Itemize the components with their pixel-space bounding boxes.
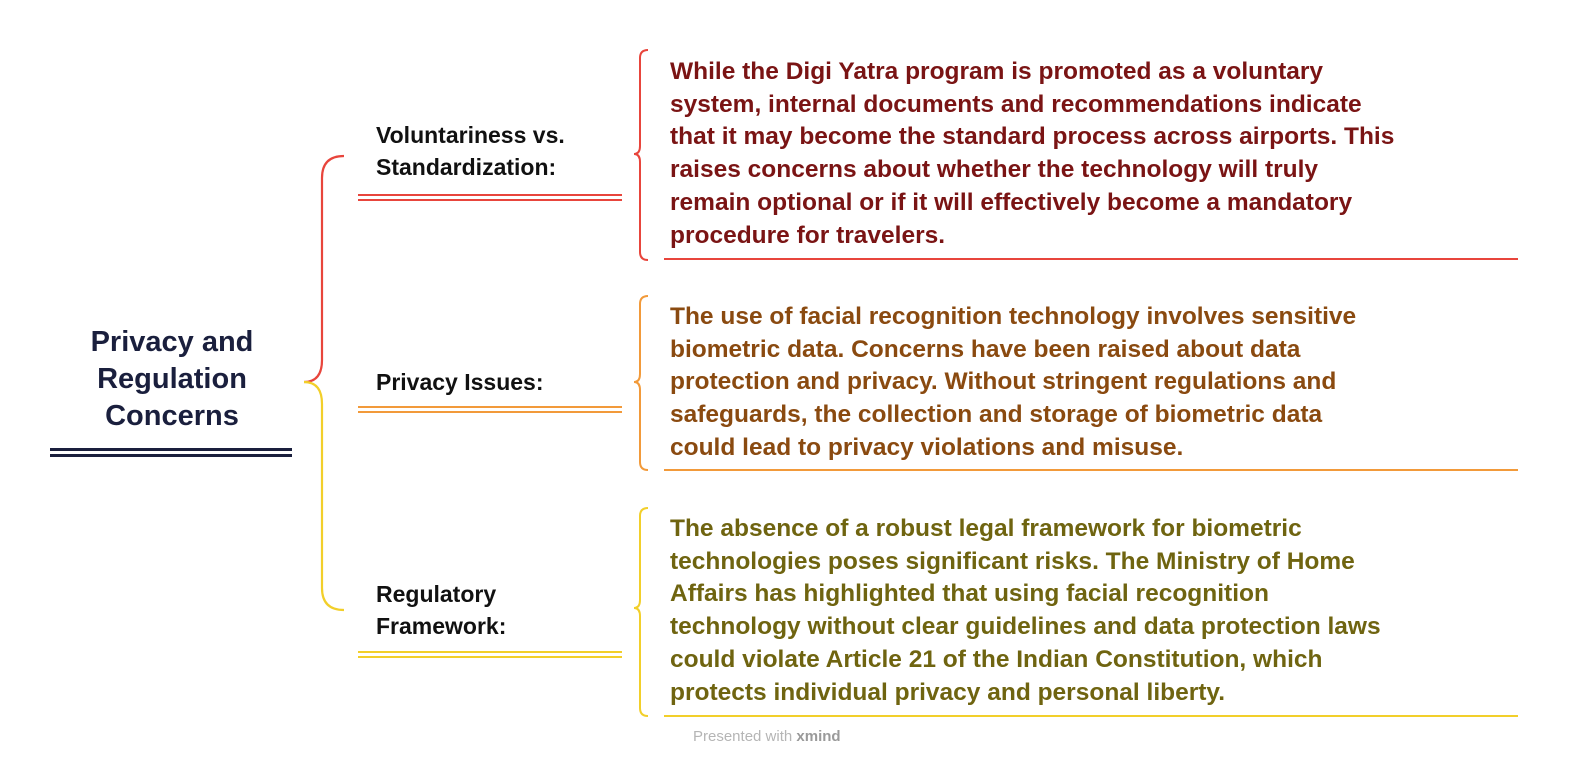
detail-line-text: technology without clear guidelines and data protection laws (670, 613, 1381, 641)
branch-label-line: Privacy Issues: (376, 369, 544, 395)
detail-line-text: safeguards, the collection and storage of biometric data (670, 401, 1323, 429)
branch-label-line: Regulatory (376, 581, 497, 607)
detail-line-text: technologies poses significant risks. The Ministry of Home (670, 547, 1355, 575)
detail-line-text: raises concerns about whether the technology will truly (670, 156, 1319, 184)
xmind-brand: xmind (796, 728, 841, 745)
detail-line-text: procedure for travelers. (670, 221, 946, 249)
root-connector-upper (304, 156, 344, 382)
footer-prefix: Presented with (693, 728, 797, 745)
detail-line-text: The use of facial recognition technology involves sensitive (670, 303, 1357, 330)
branch-underline-1 (358, 194, 622, 201)
root-connector-lower (304, 382, 344, 610)
detail-line-text: that it may become the standard process across airports. This (670, 123, 1395, 151)
detail-line-text: could lead to privacy violations and misuse. (670, 433, 1184, 461)
detail-line-text: While the Digi Yatra program is promoted as a voluntary (670, 58, 1324, 85)
detail-line-text: system, internal documents and recommendations indicate (670, 90, 1362, 118)
branch-underline-2 (358, 406, 622, 413)
detail-bracket-3 (634, 508, 648, 716)
root-title-line: Concerns (105, 400, 239, 432)
detail-line-text: protection and privacy. Without stringent regulations and (670, 368, 1337, 396)
detail-bracket-1 (634, 50, 648, 260)
branch-underline-3 (358, 651, 622, 658)
detail-bracket-2 (634, 296, 648, 470)
branch-label-line: Voluntariness vs. (376, 122, 565, 148)
detail-line-text: Affairs has highlighted that using facial recognition (670, 580, 1269, 608)
detail-line-text: remain optional or if it will effectively become a mandatory (670, 188, 1353, 216)
branch-label-line: Framework: (376, 613, 507, 639)
detail-line-text: The absence of a robust legal framework for biometric (670, 515, 1302, 542)
detail-line-text: protects individual privacy and personal liberty. (670, 678, 1226, 706)
root-topic[interactable] (52, 324, 292, 435)
branch-label-line: Standardization: (376, 154, 557, 180)
detail-underline-1 (664, 258, 1518, 260)
presented-with-footer (693, 727, 841, 747)
detail-underline-3 (664, 715, 1518, 717)
root-title-line: Privacy and (90, 326, 254, 358)
branch-privacy-issues[interactable] (376, 366, 626, 398)
detail-underline-2 (664, 469, 1518, 471)
branch-regulatory-framework[interactable] (376, 578, 626, 642)
detail-line-text: biometric data. Concerns have been raised about data (670, 335, 1301, 363)
detail-voluntariness[interactable] (670, 56, 1510, 252)
detail-privacy-issues[interactable] (670, 301, 1510, 465)
root-underline (50, 448, 292, 457)
root-title-line: Regulation (97, 363, 247, 395)
detail-line-text: could violate Article 21 of the Indian Constitution, which (670, 645, 1323, 673)
detail-regulatory-framework[interactable] (670, 513, 1510, 709)
branch-voluntariness[interactable] (376, 119, 626, 183)
